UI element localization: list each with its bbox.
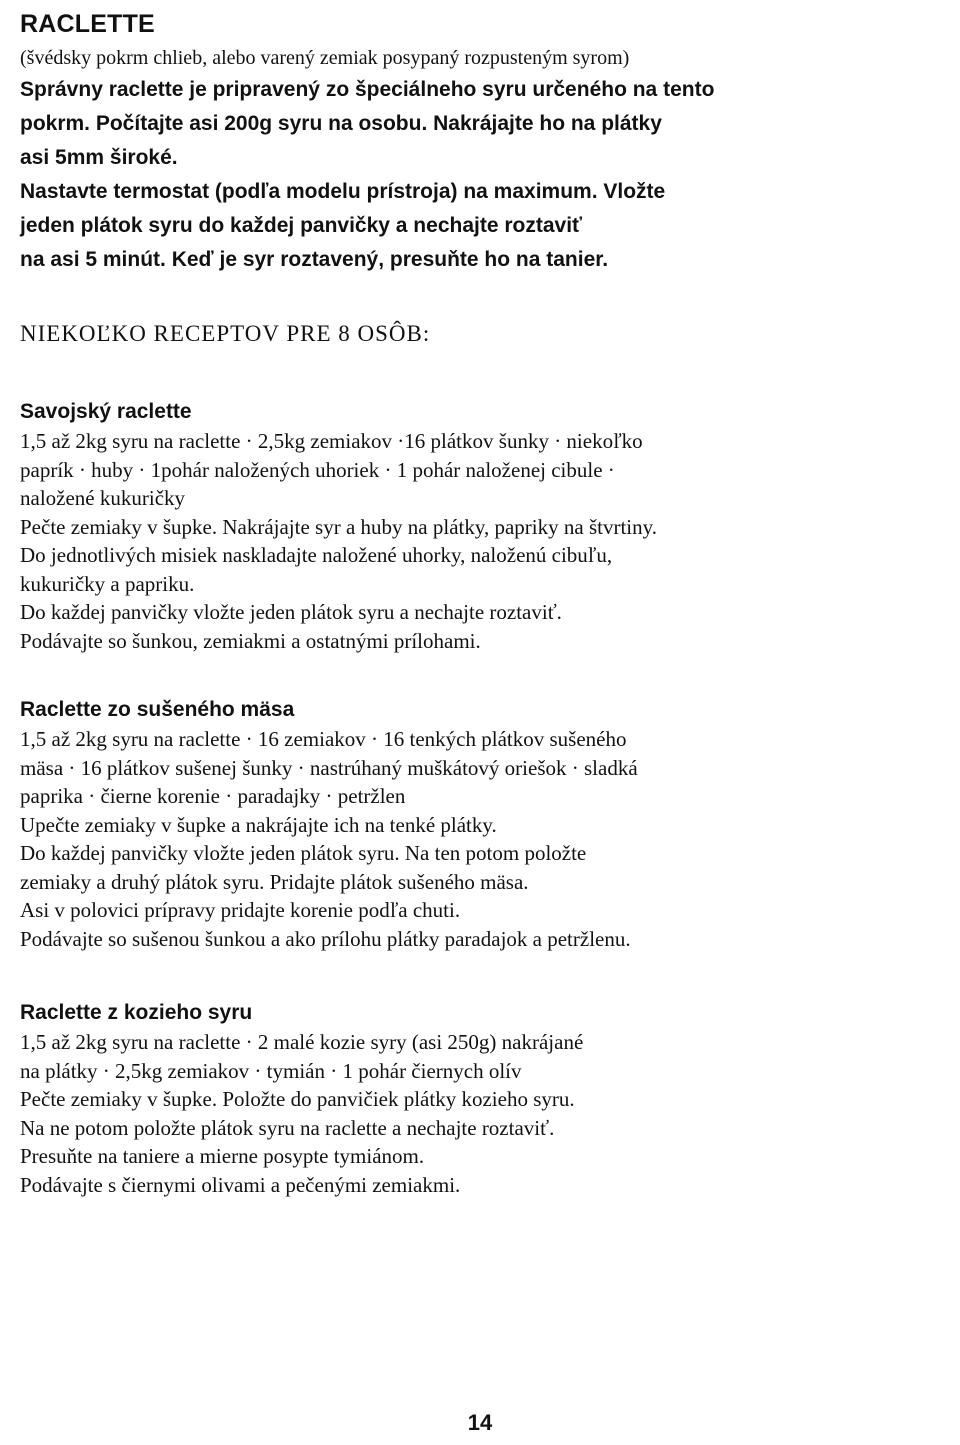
- recipe-line: Pečte zemiaky v šupke. Nakrájajte syr a huby na plátky, papriky na štvrtiny.: [20, 514, 658, 539]
- recipe-line: 1,5 až 2kg syru na raclette · 2,5kg zemiakov ·16 plátkov šunky · niekoľko: [20, 429, 643, 453]
- recipe-line: mäsa · 16 plátkov sušenej šunky · nastrúhaný muškátový oriešok · sladká: [20, 755, 638, 780]
- page-title: RACLETTE: [20, 10, 155, 38]
- recipe-line: Do každej panvičky vložte jeden plátok syru. Na ten potom položte: [20, 841, 587, 865]
- intro-line: asi 5mm široké.: [20, 146, 178, 169]
- intro-line: Správny raclette je pripravený zo špeciálneho syru určeného na tento: [20, 78, 715, 101]
- recipe-title: Raclette z kozieho syru: [20, 1001, 253, 1024]
- intro-line: jeden plátok syru do každej panvičky a nechajte roztaviť: [20, 214, 583, 237]
- recipe-line: Asi v polovici prípravy pridajte korenie podľa chuti.: [20, 898, 461, 922]
- recipe-line: Upečte zemiaky v šupke a nakrájajte ich na tenké plátky.: [20, 812, 497, 837]
- intro-line: Nastavte termostat (podľa modelu prístroja) na maximum. Vložte: [20, 180, 666, 203]
- recipe-line: 1,5 až 2kg syru na raclette · 2 malé kozie syry (asi 250g) nakrájané: [20, 1030, 584, 1054]
- recipe-title: Savojský raclette: [20, 400, 192, 423]
- recipe-line: zemiaky a druhý plátok syru. Pridajte plátok sušeného mäsa.: [20, 869, 529, 894]
- intro-paragraph: [20, 73, 950, 277]
- recipe-line: Podávajte so sušenou šunkou a ako prílohu plátky paradajok a petržlenu.: [20, 926, 631, 951]
- recipe-line: Presuňte na taniere a mierne posypte tymiánom.: [20, 1144, 425, 1168]
- section-heading: NIEKOĽKO RECEPTOV PRE 8 OSÔB:: [20, 321, 431, 346]
- document-page: [20, 0, 950, 1199]
- recipe-line: Pečte zemiaky v šupke. Položte do panvičiek plátky kozieho syru.: [20, 1087, 575, 1111]
- recipe-line: na plátky · 2,5kg zemiakov · tymián · 1 pohár čiernych olív: [20, 1058, 522, 1083]
- recipe-line: paprika · čierne korenie · paradajky · petržlen: [20, 784, 406, 808]
- recipe-line: kukuričky a papriku.: [20, 571, 195, 596]
- recipe-line: Do každej panvičky vložte jeden plátok syru a nechajte roztaviť.: [20, 600, 562, 624]
- recipe-line: 1,5 až 2kg syru na raclette · 16 zemiakov · 16 tenkých plátkov sušeného: [20, 727, 627, 751]
- recipe-title: Raclette zo sušeného mäsa: [20, 698, 295, 721]
- recipe-line: naložené kukuričky: [20, 486, 186, 510]
- page-number: 14: [467, 1410, 493, 1435]
- recipe-line: Na ne potom položte plátok syru na raclette a nechajte roztaviť.: [20, 1115, 555, 1140]
- intro-line: na asi 5 minút. Keď je syr roztavený, presuňte ho na tanier.: [20, 248, 609, 271]
- intro-line: pokrm. Počítajte asi 200g syru na osobu. Nakrájajte ho na plátky: [20, 112, 662, 135]
- recipe-susene-maso: [20, 695, 950, 953]
- recipe-savojsky: [20, 397, 950, 655]
- recipe-line: Podávajte so šunkou, zemiakmi a ostatnými prílohami.: [20, 628, 481, 653]
- recipe-kozi-syr: [20, 998, 950, 1199]
- recipe-line: paprík · huby · 1pohár naložených uhoriek · 1 pohár naloženej cibule ·: [20, 457, 615, 482]
- recipe-line: Podávajte s čiernymi olivami a pečenými zemiakmi.: [20, 1172, 461, 1197]
- recipe-line: Do jednotlivých misiek naskladajte naložené uhorky, naloženú cibuľu,: [20, 543, 613, 567]
- subtitle: (švédsky pokrm chlieb, alebo varený zemiak posypaný rozpusteným syrom): [20, 47, 630, 69]
